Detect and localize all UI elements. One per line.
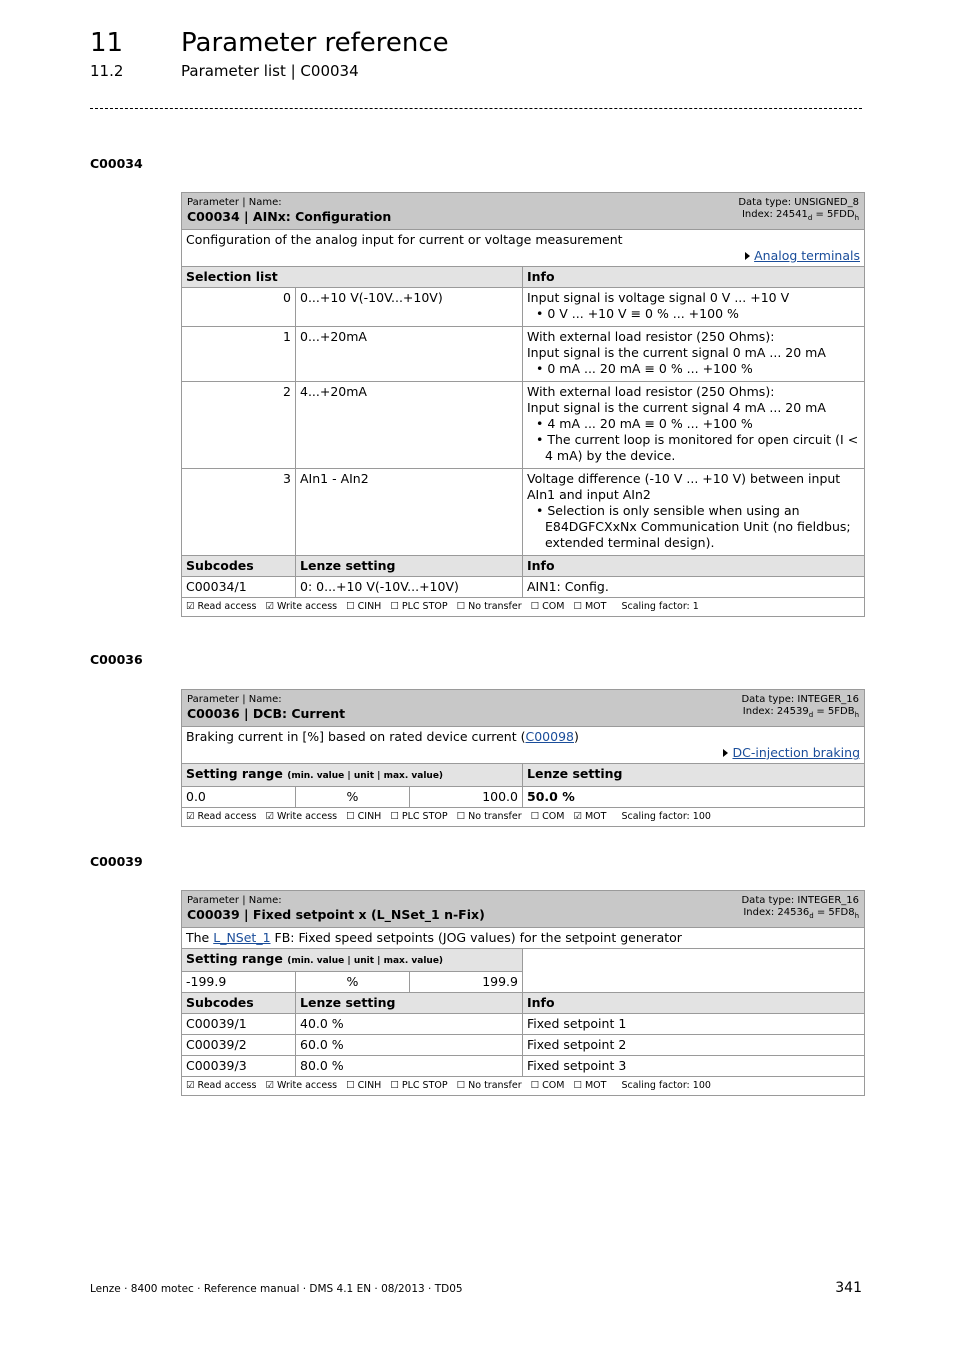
option-info: With external load resistor (250 Ohms): Input signal is the current signal 4 mA ... 20 mA • 4 mA ... 20 mA ≡ 0 % ... +100 % • The current loop is monitored for open circuit (I < 4 mA) by the device. [523, 382, 865, 469]
table-row [182, 787, 865, 808]
table-row [182, 288, 865, 327]
option-value: 3 [182, 469, 296, 556]
c00034-description-cell [182, 230, 865, 267]
c00034-header-label: Parameter | Name: [187, 197, 282, 208]
c00036-description: Braking current in [%] based on rated device current (C00098) [186, 729, 579, 744]
option-value: 0 [182, 288, 296, 327]
link-l-nset-1[interactable]: L_NSet_1 [213, 930, 271, 945]
section-number: 11.2 [90, 62, 124, 80]
c00036-flags: ☑ Read access ☑ Write access ☐ CINH ☐ PLC STOP ☐ No transfer ☐ COM ☑ MOT Scaling factor: 100 [182, 808, 865, 827]
subcode: C00039/1 [182, 1014, 296, 1035]
c00036-name: C00036 | DCB: Current [187, 706, 346, 721]
triangle-right-icon [745, 252, 750, 260]
c00039-name: C00039 | Fixed setpoint x (L_NSet_1 n-Fix) [187, 907, 485, 922]
chapter-number: 11 [90, 28, 124, 58]
c00036-data-type: Data type: INTEGER_16 [741, 694, 859, 705]
c00039-heading: C00039 [90, 854, 143, 869]
c00034-description: Configuration of the analog input for current or voltage measurement [186, 232, 623, 247]
col-subcodes: Subcodes [182, 556, 296, 577]
subcode-info: Fixed setpoint 2 [523, 1035, 865, 1056]
table-row [182, 1056, 865, 1077]
c00039-flags: ☑ Read access ☑ Write access ☐ CINH ☐ PLC STOP ☐ No transfer ☐ COM ☐ MOT Scaling factor: 100 [182, 1077, 865, 1096]
subcode: C00034/1 [182, 577, 296, 598]
col-setting-range: Setting range (min. value | unit | max. value) [182, 764, 523, 787]
c00036-index: Index: $24539_d = 5FDB_h$ [742, 706, 859, 719]
range-max: 100.0 [410, 787, 523, 808]
subcode: C00039/2 [182, 1035, 296, 1056]
range-max: 199.9 [410, 972, 523, 993]
c00036-header [182, 690, 865, 727]
option-info: Voltage difference (-10 V ... +10 V) between input AIn1 and input AIn2 • Selection is only sensible when using an E84DGFCXxNx Communication Unit (no fieldbus; extended terminal design). [523, 469, 865, 556]
col-subcodes: Subcodes [182, 993, 296, 1014]
subcode-setting: 60.0 % [296, 1035, 523, 1056]
subcode-info: Fixed setpoint 1 [523, 1014, 865, 1035]
range-unit: % [296, 787, 410, 808]
col-lenze-setting: Lenze setting [296, 993, 523, 1014]
c00036-table [181, 689, 865, 827]
footer-text: Lenze · 8400 motec · Reference manual · DMS 4.1 EN · 08/2013 · TD05 [90, 1283, 463, 1295]
range-min: -199.9 [182, 972, 296, 993]
lenze-value: 50.0 % [523, 787, 865, 808]
c00034-index: Index: $24541_d = 5FDD_h$ [741, 209, 859, 222]
c00039-index: Index: $24536_d = 5FD8_h$ [743, 907, 860, 920]
table-row [182, 1014, 865, 1035]
subcode-setting: 0: 0...+10 V(-10V...+10V) [296, 577, 523, 598]
c00039-table [181, 890, 865, 1096]
c00039-header-label: Parameter | Name: [187, 895, 282, 906]
col-lenze-setting: Lenze setting [296, 556, 523, 577]
c00036-description-cell [182, 727, 865, 764]
option-label: 0...+10 V(-10V...+10V) [296, 288, 523, 327]
option-value: 2 [182, 382, 296, 469]
c00039-header [182, 891, 865, 928]
section-title: Parameter list | C00034 [181, 62, 359, 80]
col-info: Info [523, 267, 865, 288]
c00036-heading: C00036 [90, 652, 143, 667]
table-row [182, 577, 865, 598]
col-info: Info [523, 993, 865, 1014]
c00039-data-type: Data type: INTEGER_16 [741, 895, 860, 906]
c00036-header-label: Parameter | Name: [187, 694, 282, 705]
col-info: Info [523, 556, 865, 577]
link-analog-terminals[interactable]: Analog terminals [754, 248, 860, 263]
c00034-header [182, 193, 865, 230]
table-row [182, 382, 865, 469]
empty-cell [523, 949, 865, 993]
table-row [182, 327, 865, 382]
c00039-description: The L_NSet_1 FB: Fixed speed setpoints (JOG values) for the setpoint generator [182, 928, 865, 949]
option-label: 0...+20mA [296, 327, 523, 382]
col-setting-range: Setting range (min. value | unit | max. value) [182, 949, 523, 972]
option-label: AIn1 - AIn2 [296, 469, 523, 556]
c00034-name: C00034 | AINx: Configuration [187, 209, 392, 224]
subcode-setting: 40.0 % [296, 1014, 523, 1035]
chapter-title: Parameter reference [181, 28, 449, 58]
table-row [182, 1035, 865, 1056]
range-min: 0.0 [182, 787, 296, 808]
option-info: With external load resistor (250 Ohms): Input signal is the current signal 0 mA ... 20 mA • 0 mA ... 20 mA ≡ 0 % ... +100 % [523, 327, 865, 382]
col-selection-list: Selection list [182, 267, 523, 288]
table-row [182, 469, 865, 556]
subcode: C00039/3 [182, 1056, 296, 1077]
subcode-setting: 80.0 % [296, 1056, 523, 1077]
option-label: 4...+20mA [296, 382, 523, 469]
subcode-info: AIN1: Config. [523, 577, 865, 598]
triangle-right-icon [723, 749, 728, 757]
range-unit: % [296, 972, 410, 993]
header-divider [90, 108, 862, 109]
option-value: 1 [182, 327, 296, 382]
link-dc-injection-braking[interactable]: DC-injection braking [732, 745, 860, 760]
c00034-flags: ☑ Read access ☑ Write access ☐ CINH ☐ PLC STOP ☐ No transfer ☐ COM ☐ MOT Scaling factor: 1 [182, 598, 865, 617]
subcode-info: Fixed setpoint 3 [523, 1056, 865, 1077]
c00034-table [181, 192, 865, 617]
page-number: 341 [835, 1280, 862, 1296]
c00034-data-type: Data type: UNSIGNED_8 [738, 197, 859, 208]
col-lenze-setting: Lenze setting [523, 764, 865, 787]
option-info: Input signal is voltage signal 0 V ... +10 V • 0 V ... +10 V ≡ 0 % ... +100 % [523, 288, 865, 327]
c00034-heading: C00034 [90, 156, 143, 171]
link-c00098[interactable]: C00098 [525, 729, 574, 744]
